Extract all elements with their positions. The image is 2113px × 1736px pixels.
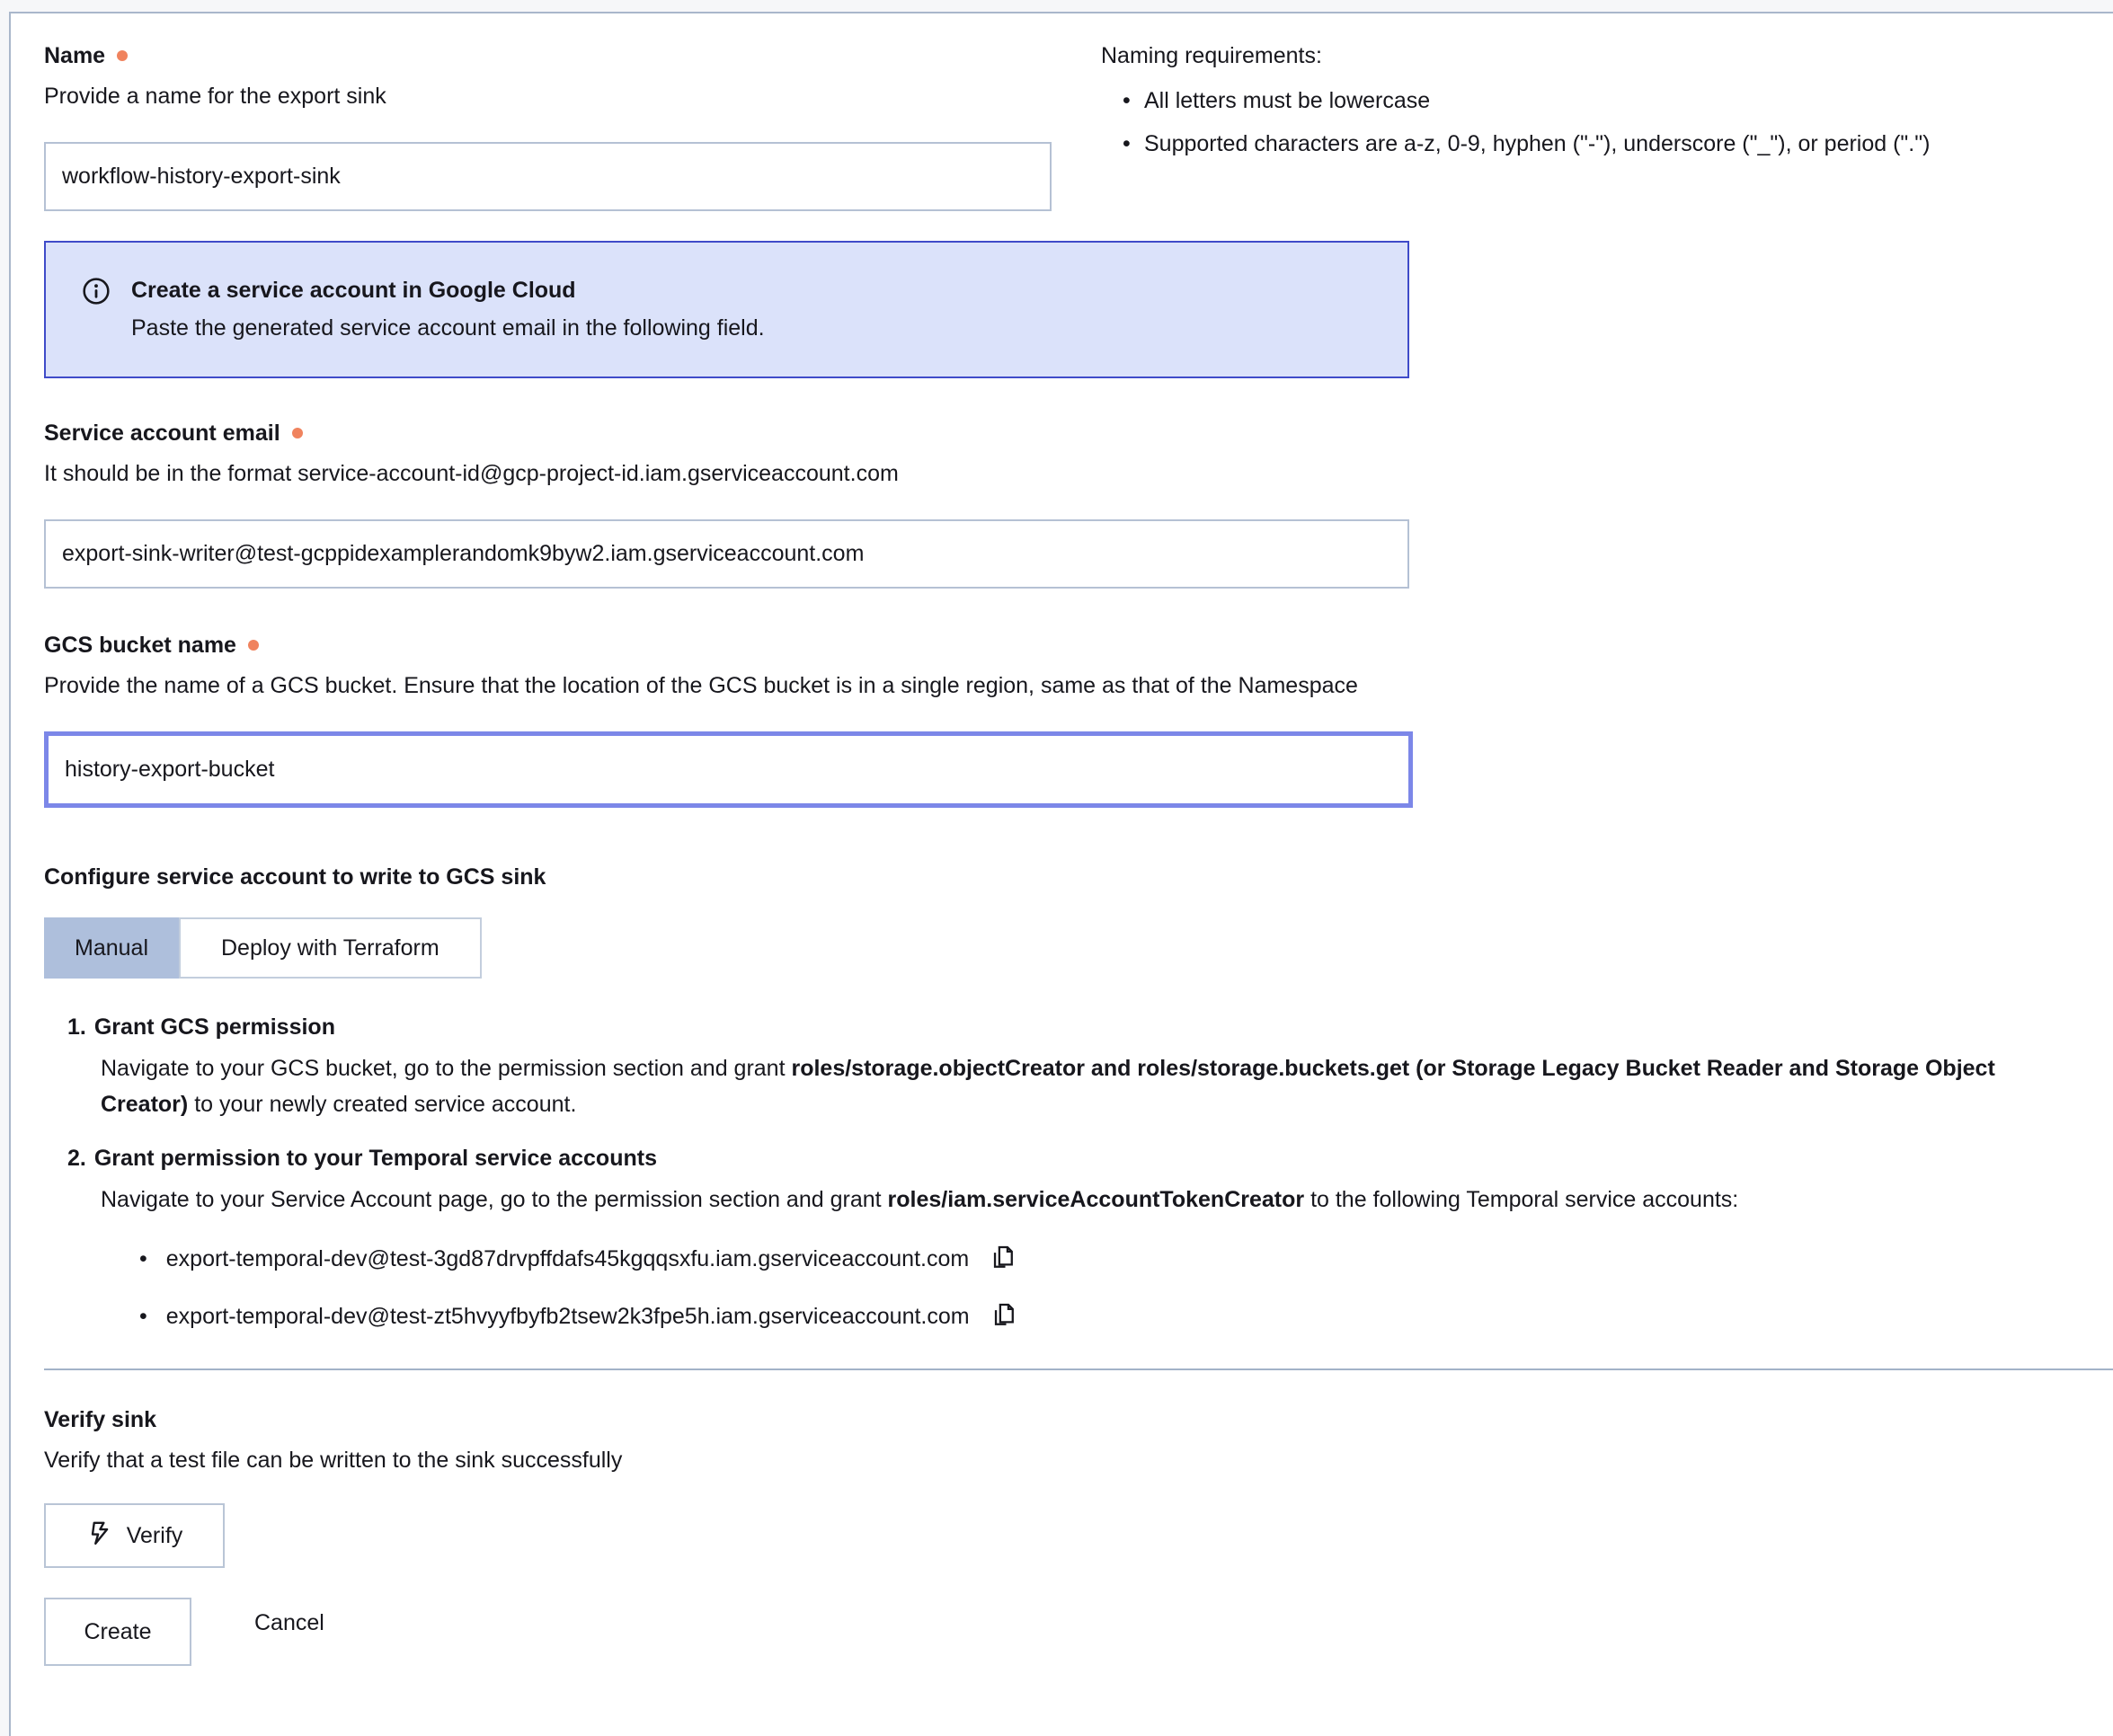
copy-icon [990,1302,1017,1331]
copy-button[interactable] [990,1302,1017,1331]
step-1-number: 1. [67,1014,86,1040]
cancel-button[interactable]: Cancel [254,1610,324,1635]
lightning-icon [86,1519,113,1553]
temporal-service-account-item [139,1300,2061,1333]
verify-sink-description: Verify that a test file can be written to the sink successfully [44,1448,623,1473]
temporal-service-account-email: export-temporal-dev@test-3gd87drvpffdafs45kgqqsxfu.iam.gserviceaccount.com [165,1246,970,1271]
info-banner-text [131,276,765,343]
naming-requirements-list [1101,84,2061,160]
name-label: Name [44,43,106,68]
required-dot-icon [292,428,303,438]
step-1-title: Grant GCS permission [93,1014,335,1040]
required-dot-icon [248,640,259,651]
verify-button[interactable] [44,1503,225,1568]
gcs-bucket-label-row [44,630,2061,660]
naming-requirement-item: • Supported characters are a-z, 0-9, hyphen ("-"), underscore ("_"), or period (".") [1101,128,2061,160]
configure-section-title: Configure service account to write to GCS sink [44,864,546,890]
verify-button-label: Verify [126,1522,183,1548]
gcs-bucket-input[interactable] [44,731,1413,808]
gcs-bucket-label: GCS bucket name [44,633,236,658]
export-sink-form-panel [9,12,2113,1736]
name-and-requirements-row [44,40,2061,211]
temporal-service-account-email: export-temporal-dev@test-zt5hvyyfbyfb2tsew2k3fpe5h.iam.gserviceaccount.com [165,1304,970,1329]
info-icon [82,277,111,310]
step-2-heading [44,1142,2061,1174]
verify-sink-title: Verify sink [44,1407,157,1432]
name-label-row [44,40,1052,71]
name-description: Provide a name for the export sink [44,84,386,109]
temporal-service-account-list [139,1243,2061,1333]
info-banner [44,241,1409,378]
info-banner-title: Create a service account in Google Cloud [131,278,576,303]
bullet-icon: • [139,1304,147,1329]
sink-name-input[interactable] [44,142,1052,211]
create-button[interactable]: Create [44,1598,191,1666]
manual-steps [44,1011,2061,1333]
configure-tabs [44,917,2061,979]
info-banner-body: Paste the generated service account email in the following field. [131,315,765,341]
naming-requirement-item: • All letters must be lowercase [1101,84,2061,117]
tab-deploy-with-terraform[interactable]: Deploy with Terraform [179,917,482,979]
section-divider [44,1368,2113,1370]
required-dot-icon [117,50,128,61]
tab-manual[interactable]: Manual [44,917,179,979]
step-grant-gcs-permission [44,1011,2061,1122]
step-grant-temporal-permission [44,1142,2061,1218]
copy-icon [990,1244,1016,1273]
bullet-icon: • [139,1246,147,1271]
service-account-email-description: It should be in the format service-account-id@gcp-project-id.iam.gserviceaccount.com [44,461,899,486]
step-1-heading [44,1011,2061,1043]
service-account-email-group [44,418,2061,589]
step-2-title: Grant permission to your Temporal service accounts [93,1146,657,1171]
naming-requirements [1101,40,2061,171]
temporal-service-account-item [139,1243,2061,1275]
gcs-bucket-group [44,630,2061,808]
step-1-body: Navigate to your GCS bucket, go to the permission section and grant roles/storage.objectCreator and roles/storage.buckets.get (or Storage Legacy Bucket Reader and Storage Object Creator) to your newly created service account. [101,1056,1995,1117]
step-2-number: 2. [67,1146,86,1171]
step-2-body: Navigate to your Service Account page, go to the permission section and grant roles/iam.serviceAccountTokenCreator to the following Temporal service accounts: [101,1187,1739,1212]
gcs-bucket-description: Provide the name of a GCS bucket. Ensure that the location of the GCS bucket is in a single region, same as that of the Namespace [44,673,1358,698]
service-account-email-input[interactable] [44,519,1409,589]
service-account-email-label: Service account email [44,421,280,446]
verify-sink-section [44,1404,2061,1568]
form-actions [44,1598,2061,1666]
naming-requirements-title: Naming requirements: [1101,43,1322,68]
name-field-group [44,40,1052,211]
copy-button[interactable] [990,1244,1016,1273]
service-account-email-label-row [44,418,2061,448]
